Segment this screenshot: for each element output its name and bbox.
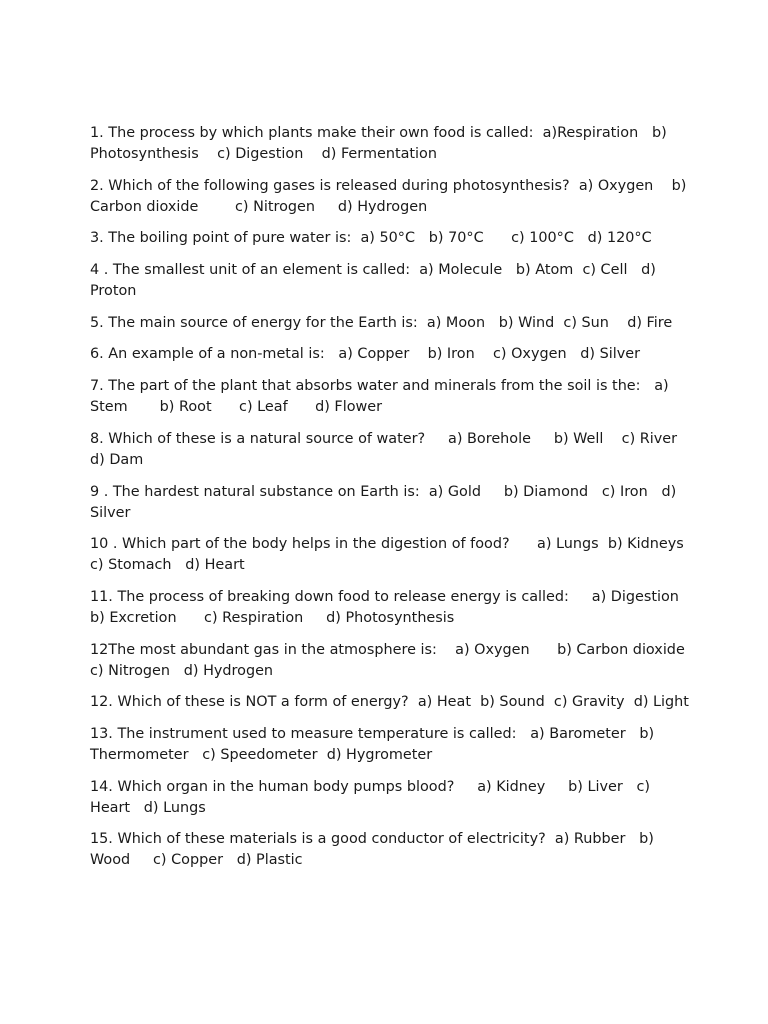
question-2: 2. Which of the following gases is released during photosynthesis? a) Oxygen b) Carbon dioxide c) Nitrogen d) Hydrogen <box>90 177 691 215</box>
question-8: 8. Which of these is a natural source of water? a) Borehole b) Well c) River d) Dam <box>90 430 691 468</box>
question-15: 15. Which of these materials is a good conductor of electricity? a) Rubber b) Wood c) Copper d) Plastic <box>90 831 659 869</box>
question-13: 13. The instrument used to measure temperature is called: a) Barometer b) Thermometer c) Speedometer d) Hygrometer <box>90 725 659 763</box>
question-list <box>90 123 702 882</box>
question-7: 7. The part of the plant that absorbs water and minerals from the soil is the: a) Stem b) Root c) Leaf d) Flower <box>90 378 674 416</box>
question-12a: 12The most abundant gas in the atmosphere is: a) Oxygen b) Carbon dioxide c) Nitrogen d) Hydrogen <box>90 641 699 679</box>
question-11: 11. The process of breaking down food to release energy is called: a) Digestion b) Excretion c) Respiration d) Photosynthesis <box>90 588 702 626</box>
question-14: 14. Which organ in the human body pumps blood? a) Kidney b) Liver c) Heart d) Lungs <box>90 778 655 816</box>
question-10: 10 . Which part of the body helps in the digestion of food? a) Lungs b) Kidneys c) Stomach d) Heart <box>90 536 693 574</box>
question-4: 4 . The smallest unit of an element is called: a) Molecule b) Atom c) Cell d) Proton <box>90 262 661 300</box>
question-5: 5. The main source of energy for the Earth is: a) Moon b) Wind c) Sun d) Fire <box>90 314 673 331</box>
question-3: 3. The boiling point of pure water is: a) 50°C b) 70°C c) 100°C d) 120°C <box>90 230 652 247</box>
question-12b: 12. Which of these is NOT a form of energy? a) Heat b) Sound c) Gravity d) Light <box>90 694 689 711</box>
question-1: 1. The process by which plants make their own food is called: a)Respiration b) Photosynthesis c) Digestion d) Fermentation <box>90 125 672 162</box>
question-9: 9 . The hardest natural substance on Earth is: a) Gold b) Diamond c) Iron d) Silver <box>90 483 681 521</box>
question-6: 6. An example of a non-metal is: a) Copper b) Iron c) Oxygen d) Silver <box>90 346 641 363</box>
